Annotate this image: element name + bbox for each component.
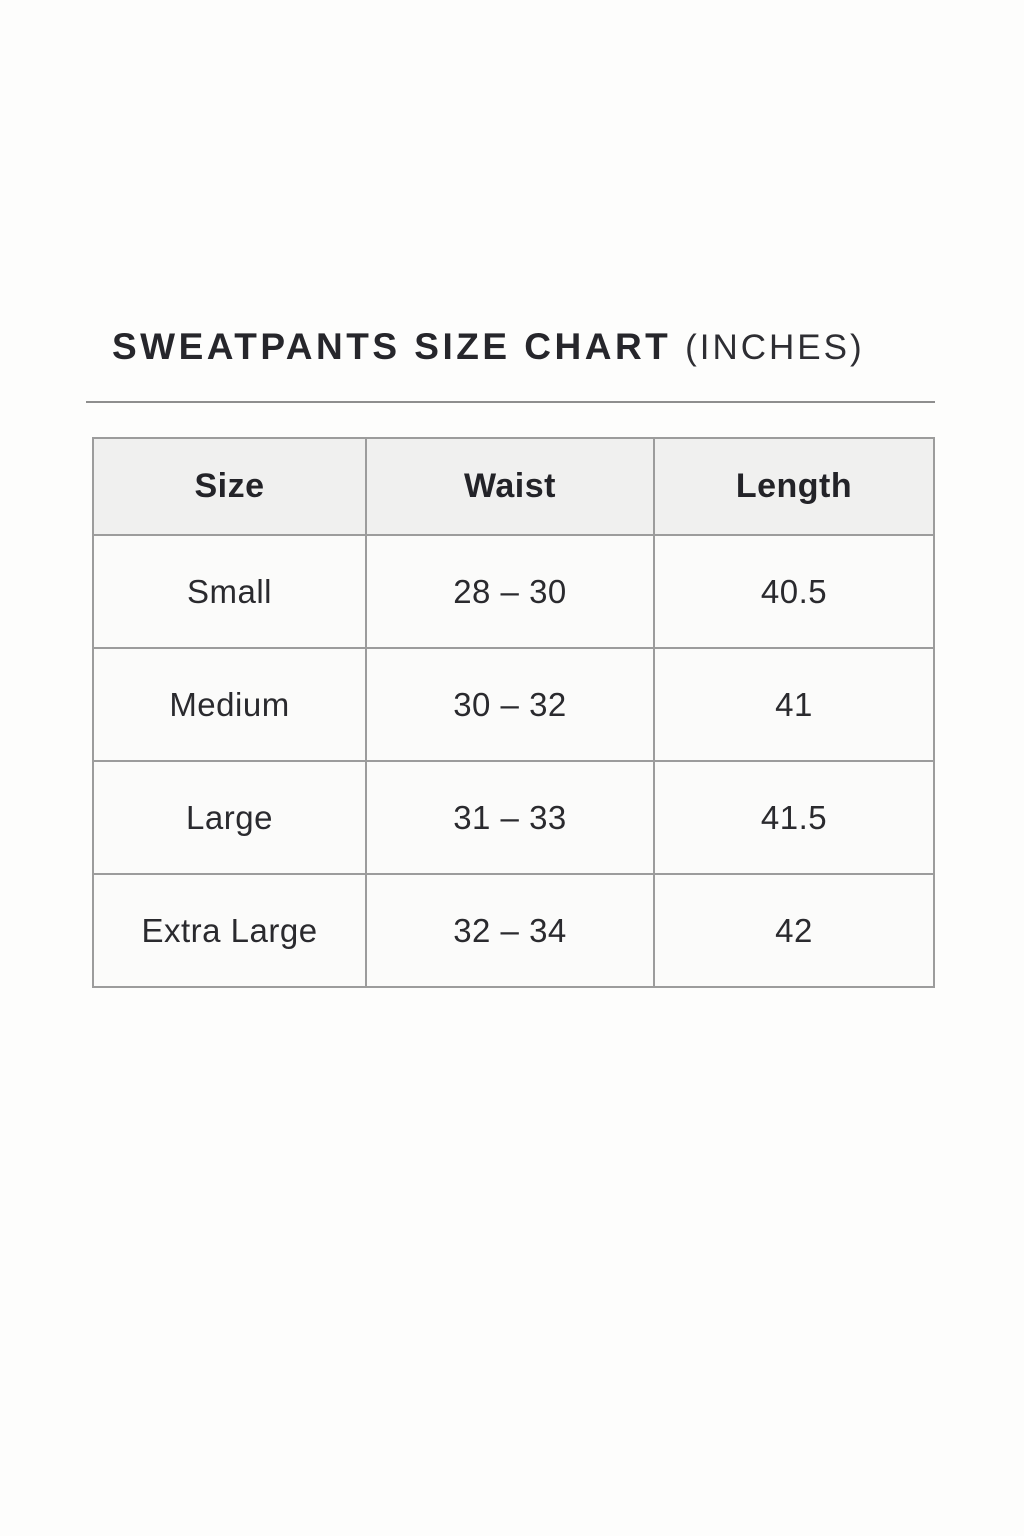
table-row-extra-large <box>93 874 934 987</box>
waist-cell: 30 – 32 <box>366 648 654 761</box>
length-cell: 42 <box>654 874 934 987</box>
length-cell: 41 <box>654 648 934 761</box>
waist-cell: 28 – 30 <box>366 535 654 648</box>
table-row-small <box>93 535 934 648</box>
waist-cell: 31 – 33 <box>366 761 654 874</box>
table-header-row <box>93 438 934 535</box>
length-cell: 41.5 <box>654 761 934 874</box>
page-title-units: (INCHES) <box>685 328 865 367</box>
table-row-medium <box>93 648 934 761</box>
size-cell: Medium <box>93 648 366 761</box>
page-title <box>112 326 865 368</box>
size-cell: Large <box>93 761 366 874</box>
column-header-length: Length <box>654 438 934 535</box>
column-header-size: Size <box>93 438 366 535</box>
size-cell: Extra Large <box>93 874 366 987</box>
length-cell: 40.5 <box>654 535 934 648</box>
table-row-large <box>93 761 934 874</box>
size-chart-table <box>92 437 935 988</box>
page-title-main: SWEATPANTS SIZE CHART <box>112 326 672 367</box>
title-divider <box>86 401 935 403</box>
size-cell: Small <box>93 535 366 648</box>
waist-cell: 32 – 34 <box>366 874 654 987</box>
column-header-waist: Waist <box>366 438 654 535</box>
